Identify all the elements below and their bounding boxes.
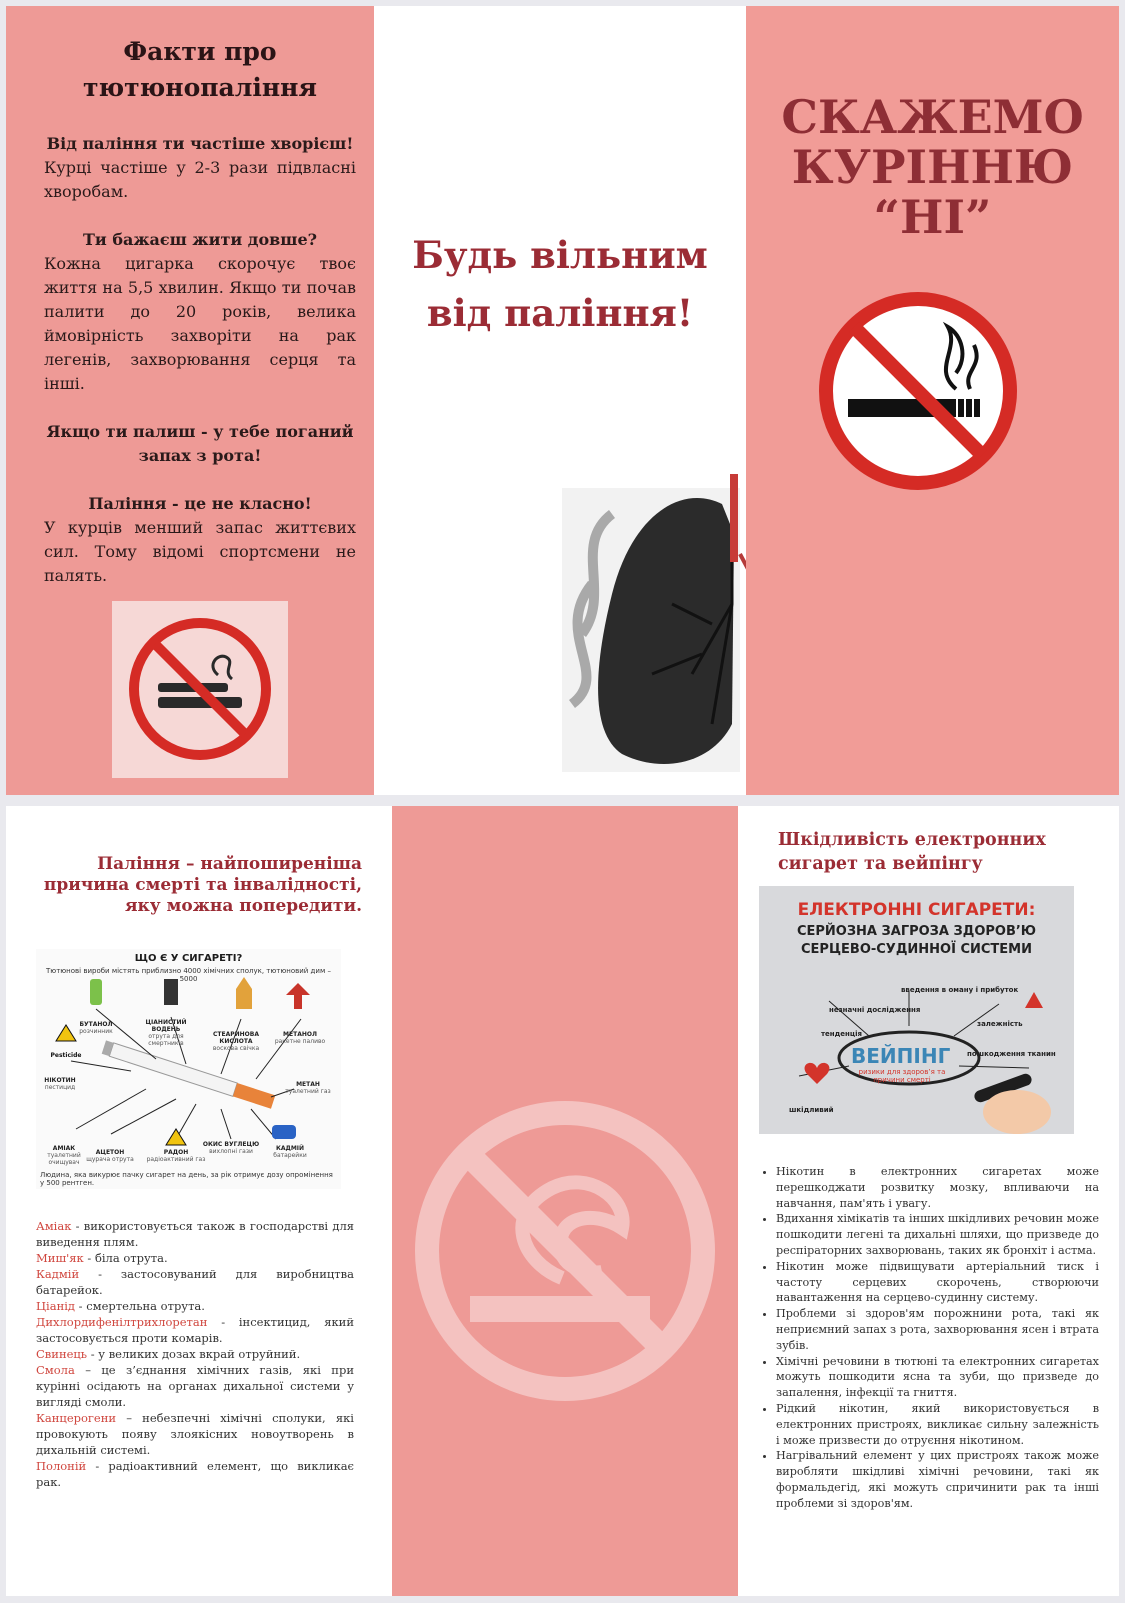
list-item: Полоній - радіоактивний елемент, що викликає рак. xyxy=(36,1459,354,1489)
fact-block xyxy=(44,132,356,204)
fact-heading: Від паління ти частіше хворієш! xyxy=(46,134,354,153)
chem-label: РАДОН радіоактивний газ xyxy=(146,1149,206,1163)
chem-label: НІКОТИН пестицид xyxy=(44,1077,76,1091)
facts-panel xyxy=(6,6,374,795)
list-item: • Проблеми зі здоров'ям порожнини рота, такі як неприємний запах з рота, захворювання ясен і втрата зубів. xyxy=(776,1306,1099,1353)
chem-label: СТЕАРИНОВА КИСЛОТА воскова свічка xyxy=(212,1031,260,1052)
chemicals-list xyxy=(36,1218,354,1490)
list-item: • Нагрівальний елемент у цих пристроях також може виробляти шкідливі хімічні речовини, такі як формальдегід, які можуть спричинити рак та інші проблеми зі здоров'ям. xyxy=(776,1448,1099,1511)
brochure-inner-side xyxy=(6,806,1119,1596)
chem-label: Pesticide xyxy=(50,1052,82,1059)
list-item: Ціанід - смертельна отрута. xyxy=(36,1299,205,1313)
fact-body: У курців менший запас життєвих сил. Тому відомі спортсмени не палять. xyxy=(44,518,356,585)
chem-label: ОКИС ВУГЛЕЦЮ вихлопні гази xyxy=(202,1141,260,1155)
chem-label: БУТАНОЛ розчинник xyxy=(79,1021,113,1035)
chem-label: АМІАК туалетний очищувач xyxy=(47,1145,81,1166)
say-no-title: СКАЖЕМО КУРІННЮ “НІ” xyxy=(781,90,1084,244)
list-item: Аміак - використовується також в господарстві для виведення плям. xyxy=(36,1219,354,1249)
poster-center-word: ВЕЙПІНГ xyxy=(851,1044,951,1068)
free-panel xyxy=(374,6,746,795)
ecig-panel xyxy=(738,806,1119,1596)
poster-line2: СЕРЙОЗНА ЗАГРОЗА ЗДОРОВ’Ю xyxy=(796,924,1037,939)
no-vaping-sign xyxy=(112,601,288,778)
list-item: • Нікотин може підвищувати артеріальний тиск і частоту серцевих скорочень, створюючи навантаження на серцево-судинну систему. xyxy=(776,1259,1099,1306)
poster-keyword: пошкодження тканин xyxy=(967,1050,1056,1058)
list-item: • Хімічні речовини в тютюні та електронних сигаретах можуть пошкодити ясна та зуби, що призведе до запалення, інфекції та гниття. xyxy=(776,1354,1099,1401)
infographic-footer: Людина, яка викурює пачку сигарет на день, за рік отримує дозу опромінення у 500 рентген. xyxy=(40,1171,333,1187)
fact-body: Кожна цигарка скорочує твоє життя на 5,5 хвилин. Якщо ти почав палити до 20 років, велика ймовірність захворіти на рак легенів, захворювання серця та інші. xyxy=(44,254,356,393)
chem-label: АЦЕТОН щурача отрута xyxy=(86,1149,134,1163)
cause-title: Паління – найпоширеніша причина смерті та інвалідності, яку можна попередити. xyxy=(43,854,362,916)
list-item: Дихлордифенілтрихлоретан - інсектицид, який застосовується проти комарів. xyxy=(36,1315,354,1345)
chem-label: МЕТАНОЛ ракетне паливо xyxy=(274,1031,326,1045)
fact-heading: Ти бажаєш жити довше? xyxy=(83,230,317,249)
poster-keyword: шкідливий xyxy=(789,1106,834,1114)
poster-line1: ЕЛЕКТРОННІ СИГАРЕТИ: xyxy=(797,900,1036,920)
list-item: Свинець - у великих дозах вкрай отруйний. xyxy=(36,1347,301,1361)
free-title: Будь вільним від паління! xyxy=(412,233,708,335)
brochure-outer-side xyxy=(6,6,1119,795)
cause-panel xyxy=(6,806,392,1596)
fact-block xyxy=(44,492,356,588)
list-item: Канцерогени – небезпечні хімічні сполуки, які провокують появу злоякісних новоутворень в дихальній системі. xyxy=(36,1411,354,1457)
fact-body: Курці частіше у 2-3 рази підвласні хворобам. xyxy=(44,158,356,201)
list-item: • Вдихання хімікатів та інших шкідливих речовин може пошкодити легені та дихальні шляхи, що призведе до респіраторних захворювань, таких як бронхіт і астма. xyxy=(776,1211,1099,1258)
poster-keyword: незначні дослідження xyxy=(829,1006,921,1014)
risks-list xyxy=(760,1164,1099,1512)
ecig-poster xyxy=(759,886,1074,1134)
list-item: Кадмій - застосовуваний для виробництва батарейок. xyxy=(36,1267,354,1297)
infographic-subtitle: Тютюнові вироби містять приблизно 4000 хімічних сполук, тютюновий дим – 5000 xyxy=(46,967,331,983)
no-smoking-icon xyxy=(412,1098,718,1404)
list-item: • Нікотин в електронних сигаретах може перешкоджати розвитку мозку, впливаючи на навчання, пам'ять і увагу. xyxy=(776,1164,1099,1211)
no-smoking-icon xyxy=(112,601,288,778)
poster-center-sub: ризики для здоров’я та причини смерті xyxy=(858,1068,946,1084)
fact-heading: Якщо ти палиш - у тебе поганий запах з рота! xyxy=(46,422,354,465)
list-item: • Рідкий нікотин, який використовується в електронних пристроях, викликає сильну залежність і може призвести до отруєння нікотином. xyxy=(776,1401,1099,1448)
list-item: Смола – це з’єднання хімічних газів, які при курінні осідають на органах дихальної системи у вигляді смоли. xyxy=(36,1363,354,1409)
fact-block xyxy=(44,420,356,468)
fact-heading: Паління - це не класно! xyxy=(88,494,312,513)
fact-block xyxy=(44,228,356,396)
chem-label: КАДМІЙ батарейки xyxy=(273,1145,307,1159)
say-no-panel xyxy=(746,6,1119,795)
chem-label: ЦІАНИСТИЙ ВОДЕНЬ отрута для смертників xyxy=(145,1019,187,1047)
no-smoking-icon xyxy=(816,289,1020,493)
poster-keyword: тенденція xyxy=(821,1030,862,1038)
poster-keyword: залежність xyxy=(977,1020,1023,1028)
poster-keyword: введення в оману і прибуток xyxy=(901,986,1019,994)
poster-line3: СЕРЦЕВО-СУДИННОЇ СИСТЕМИ xyxy=(801,942,1032,957)
ecig-title: Шкідливість електронних сигарет та вейпінгу xyxy=(778,830,1046,874)
infographic-title: ЩО Є У СИГАРЕТІ? xyxy=(134,953,243,964)
middle-panel xyxy=(392,806,738,1596)
chem-label: МЕТАН туалетний газ xyxy=(285,1081,331,1095)
list-item: Миш'як - біла отрута. xyxy=(36,1251,168,1265)
cigarette-infographic xyxy=(36,949,341,1189)
facts-title: Факти про тютюнопаління xyxy=(83,37,317,102)
